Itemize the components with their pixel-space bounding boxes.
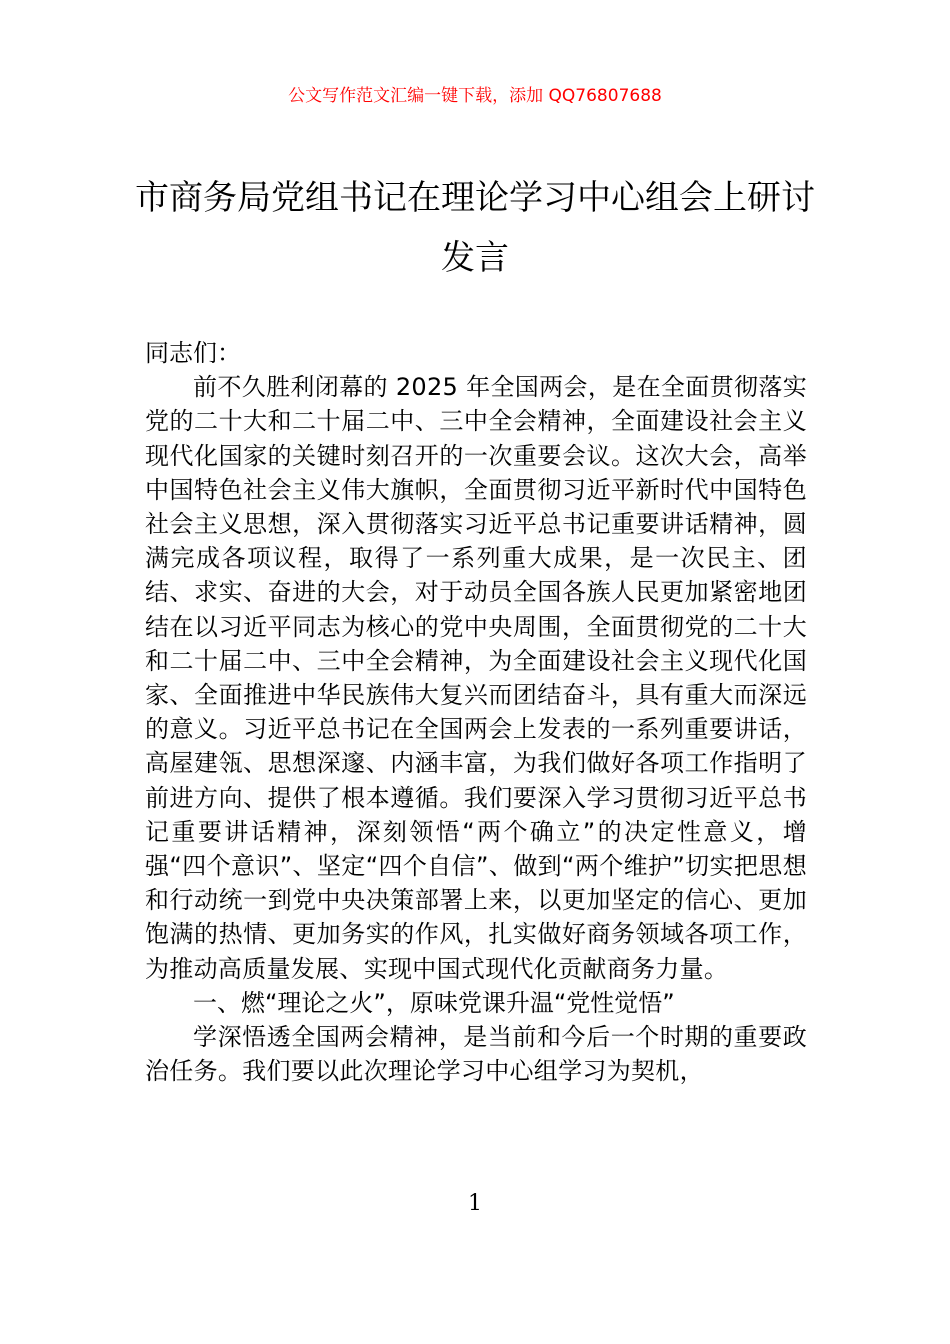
document-title: 市商务局党组书记在理论学习中心组会上研讨发言 bbox=[135, 178, 815, 278]
document-body bbox=[145, 336, 807, 1088]
body-paragraph: 前不久胜利闭幕的 2025 年全国两会，是在全面贯彻落实党的二十大和二十届二中、三中全会精神，全面建设社会主义现代化国家的关键时刻召开的一次重要会议。这次大会，高举中国特色社会主义伟大旗帜，全面贯彻习近平新时代中国特色社会主义思想，深入贯彻落实习近平总书记重要讲话精神，圆满完成各项议程，取得了一系列重大成果，是一次民主、团结、求实、奋进的大会，对于动员全国各族人民更加紧密地团结在以习近平同志为核心的党中央周围，全面贯彻党的二十大和二十届二中、三中全会精神，为全面建设社会主义现代化国家、全面推进中华民族伟大复兴而团结奋斗，具有重大而深远的意义。习近平总书记在全国两会上发表的一系列重要讲话，高屋建瓴、思想深邃、内涵丰富，为我们做好各项工作指明了前进方向、提供了根本遵循。我们要深入学习贯彻习近平总书记重要讲话精神，深刻领悟“两个确立”的决定性意义，增强“四个意识”、坚定“四个自信”、做到“两个维护”切实把思想和行动统一到党中央决策部署上来，以更加坚定的信心、更加饱满的热情、更加务实的作风，扎实做好商务领域各项工作，为推动高质量发展、实现中国式现代化贡献商务力量。 bbox=[145, 373, 807, 983]
download-notice: 公文写作范文汇编一键下载，添加 QQ76807688 bbox=[288, 86, 662, 106]
section-heading: 一、燃“理论之火”，原味党课升温“党性觉悟” bbox=[193, 988, 675, 1017]
page-number: 1 bbox=[468, 1191, 482, 1216]
salutation: 同志们： bbox=[145, 339, 241, 367]
section-paragraph: 学深悟透全国两会精神，是当前和今后一个时期的重要政治任务。我们要以此次理论学习中心组学习为契机， bbox=[145, 1023, 807, 1086]
